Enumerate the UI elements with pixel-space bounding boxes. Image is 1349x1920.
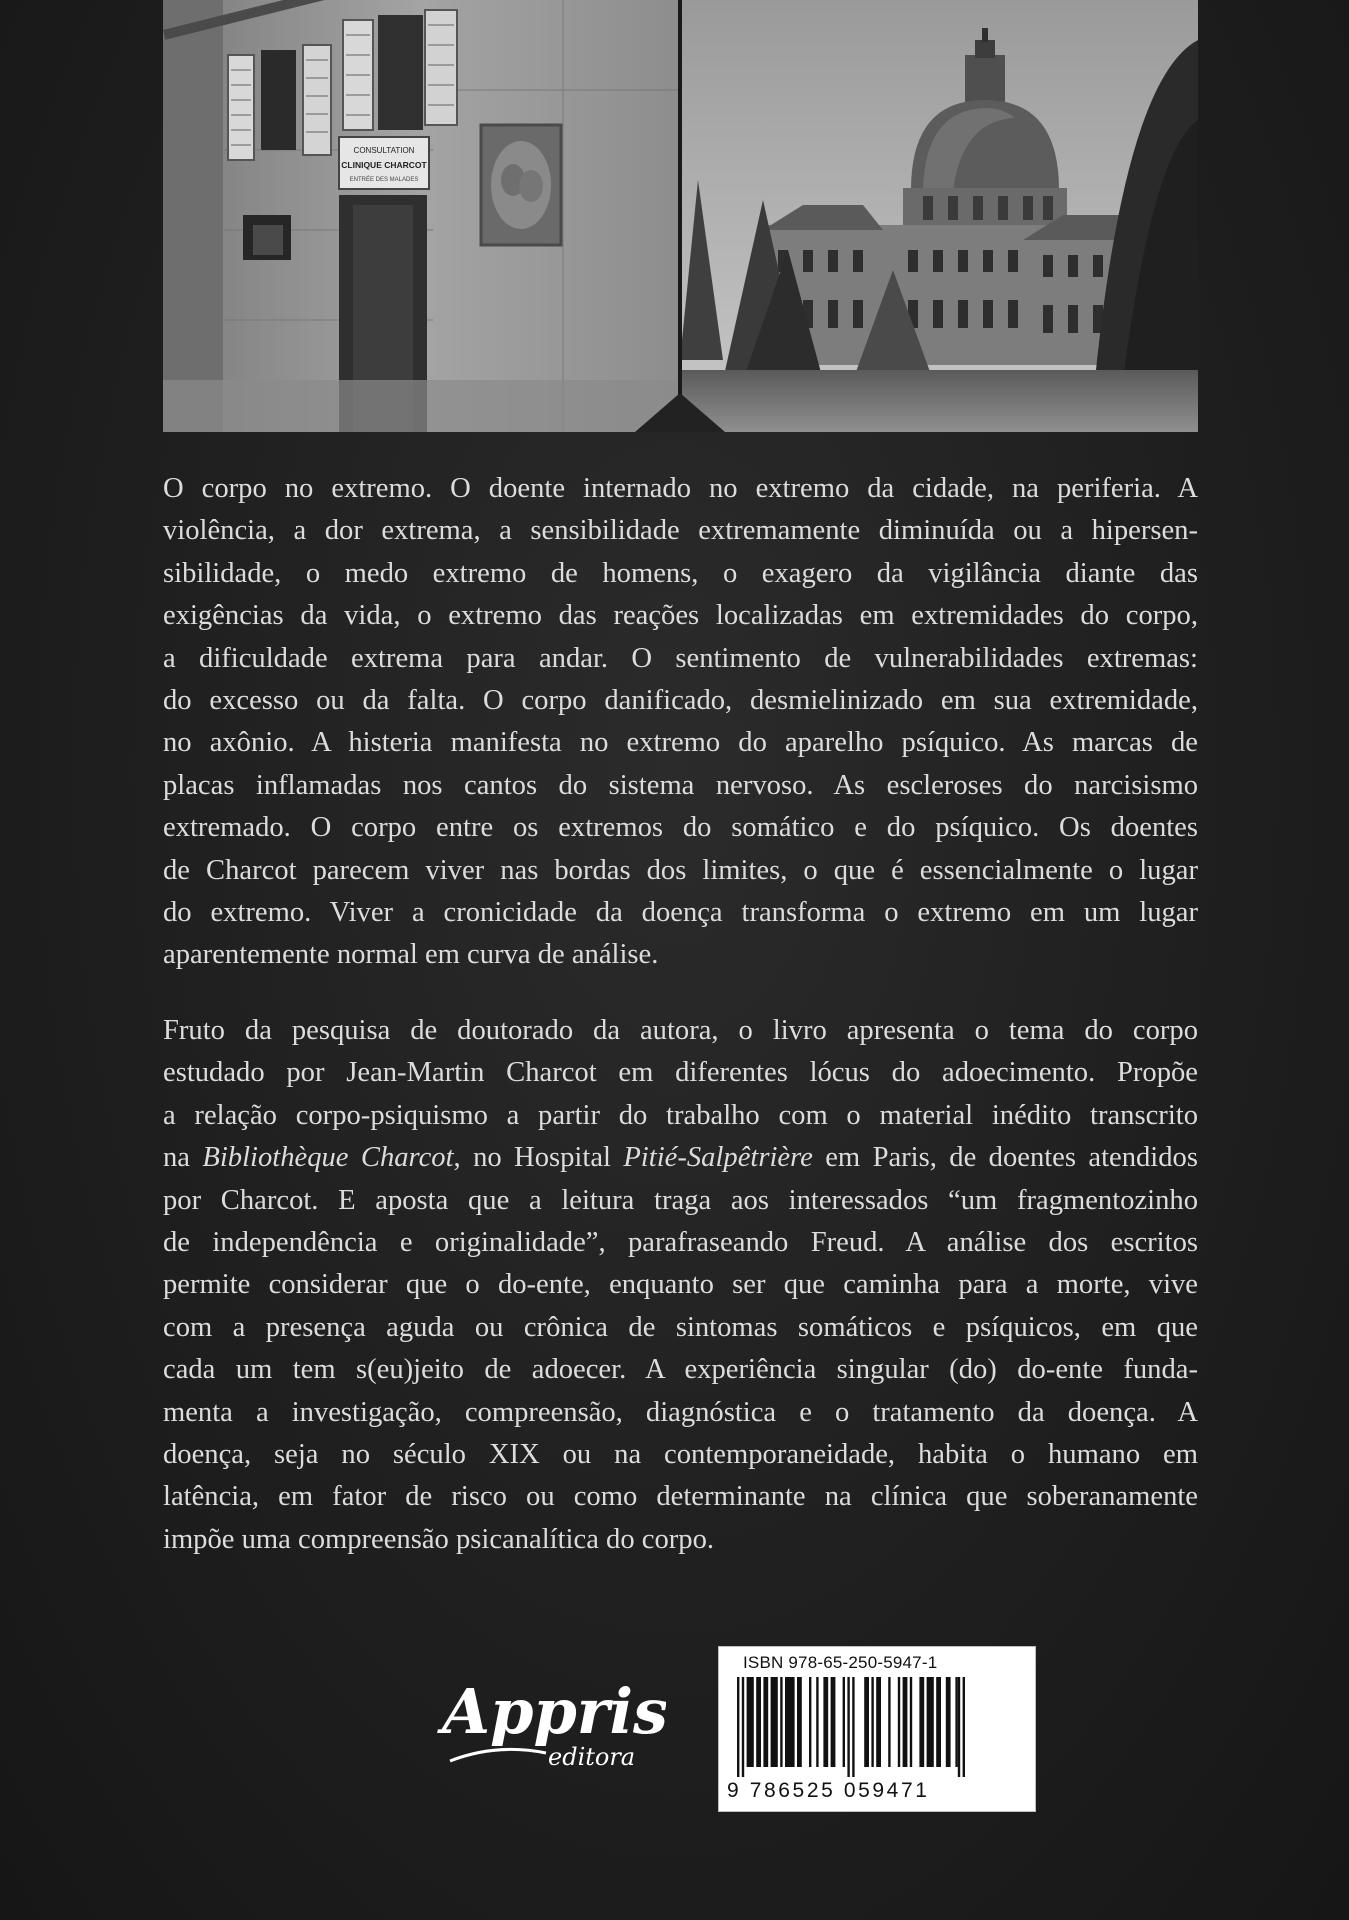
text-line: latência, em fator de risco ou como determinante na clínica que soberanamente bbox=[163, 1481, 1198, 1513]
barcode-bar bbox=[742, 1677, 744, 1777]
text-line: aparentemente normal em curva de análise. bbox=[163, 939, 659, 971]
text-line: de independência e originalidade”, parafraseando Freud. A análise dos escritos bbox=[163, 1227, 1198, 1259]
italic-title-bibliotheque: Bibliothèque Charcot bbox=[202, 1142, 454, 1174]
text-line-with-italics bbox=[163, 1137, 1198, 1179]
barcode-bar bbox=[809, 1677, 811, 1767]
barcode-bar bbox=[756, 1677, 761, 1767]
barcode-bar bbox=[852, 1677, 854, 1777]
barcode-bar bbox=[771, 1677, 778, 1767]
left-photo-clinic-entrance bbox=[163, 0, 680, 432]
svg-text:ENTRÉE DES MALADES: ENTRÉE DES MALADES bbox=[349, 177, 419, 183]
right-photo-salpetriere bbox=[680, 0, 1198, 432]
barcode-bar bbox=[910, 1677, 912, 1767]
barcode-digits: 9 786525 059471 bbox=[727, 1779, 930, 1802]
barcode-bar bbox=[737, 1677, 739, 1777]
barcode-bar bbox=[946, 1677, 951, 1767]
publisher-logo bbox=[436, 1665, 666, 1785]
text-line: extremado. O corpo entre os extremos do somático e do psíquico. Os doentes bbox=[163, 812, 1198, 844]
text-run: em Paris, de doentes atendidos bbox=[812, 1142, 1198, 1174]
relief-medallion bbox=[481, 125, 561, 245]
text-line: estudado por Jean-Martin Charcot em diferentes lócus do adoecimento. Propõe bbox=[163, 1057, 1198, 1089]
isbn-label: ISBN 978-65-250-5947-1 bbox=[743, 1653, 938, 1672]
barcode-bar bbox=[843, 1677, 845, 1767]
text-line: no axônio. A histeria manifesta no extremo do aparelho psíquico. As marcas de bbox=[163, 727, 1198, 759]
barcode-bar bbox=[816, 1677, 818, 1767]
text-line: cada um tem s(eu)jeito de adoecer. A experiência singular (do) do-ente funda- bbox=[163, 1354, 1198, 1386]
text-line: Fruto da pesquisa de doutorado da autora, o livro apresenta o tema do corpo bbox=[163, 1015, 1198, 1046]
barcode-bar bbox=[963, 1677, 965, 1777]
svg-text:CLINIQUE CHARCOT: CLINIQUE CHARCOT bbox=[341, 160, 427, 170]
text-line: do extremo. Viver a cronicidade da doença transforma o extremo em um lugar bbox=[163, 897, 1198, 929]
text-line: doença, seja no século XIX ou na contemporaneidade, habita o humano em bbox=[163, 1439, 1198, 1471]
barcode-bar bbox=[847, 1677, 849, 1777]
barcode-bar bbox=[919, 1677, 924, 1767]
clinic-sign bbox=[339, 137, 429, 189]
text-line: a relação corpo-psiquismo a partir do trabalho com o material inédito transcrito bbox=[163, 1099, 1198, 1131]
text-run: , no Hospital bbox=[453, 1142, 624, 1174]
barcode-bar bbox=[903, 1677, 908, 1767]
barcode-bar bbox=[780, 1677, 782, 1767]
text-line: do excesso ou da falta. O corpo danificado, desmielinizado em sua extremidade, bbox=[163, 685, 1198, 717]
back-cover-paragraph-1 bbox=[163, 468, 1198, 977]
barcode-bar bbox=[747, 1677, 754, 1767]
italic-title-hospital: Pitié-Salpêtrière bbox=[623, 1142, 813, 1174]
text-line: com a presença aguda ou crônica de sintomas somáticos e psíquicos, em que bbox=[163, 1311, 1198, 1343]
text-line: O corpo no extremo. O doente internado no extremo da cidade, na periferia. A bbox=[163, 473, 1198, 504]
appris-logo-icon bbox=[436, 1665, 666, 1785]
barcode-bar bbox=[785, 1677, 795, 1767]
barcode-bar bbox=[797, 1677, 802, 1767]
barcode-bar bbox=[864, 1677, 869, 1767]
barcode-bar bbox=[955, 1677, 957, 1767]
back-cover-paragraph-2 bbox=[163, 1010, 1198, 1561]
barcode-bar bbox=[871, 1677, 873, 1767]
isbn-barcode bbox=[718, 1646, 1036, 1812]
text-line: de Charcot parecem viver nas bordas dos limites, o que é essencialmente o lugar bbox=[163, 854, 1198, 886]
barcode-bar bbox=[763, 1677, 768, 1767]
barcode-bar bbox=[831, 1677, 836, 1767]
barcode-bar bbox=[888, 1677, 890, 1767]
text-line: menta a investigação, compreensão, diagnóstica e o tratamento da doença. A bbox=[163, 1396, 1198, 1428]
svg-text:CONSULTATION: CONSULTATION bbox=[353, 146, 415, 155]
text-line: placas inflamadas nos cantos do sistema nervoso. As escleroses do narcisismo bbox=[163, 769, 1198, 801]
barcode-bar bbox=[958, 1677, 960, 1777]
barcode-bar bbox=[927, 1677, 934, 1767]
svg-text:editora: editora bbox=[548, 1743, 636, 1771]
barcode-bar bbox=[898, 1677, 900, 1767]
barcode-bars bbox=[733, 1677, 1023, 1777]
text-line: exigências da vida, o extremo das reações localizadas em extremidades do corpo, bbox=[163, 600, 1198, 632]
text-line: a dificuldade extrema para andar. O sentimento de vulnerabilidades extremas: bbox=[163, 642, 1198, 674]
text-line: por Charcot. E aposta que a leitura traga aos interessados “um fragmentozinho bbox=[163, 1184, 1198, 1216]
text-line: permite considerar que o do-ente, enquanto ser que caminha para a morte, vive bbox=[163, 1269, 1198, 1301]
text-run: na bbox=[163, 1142, 203, 1174]
text-line: sibilidade, o medo extremo de homens, o exagero da vigilância diante das bbox=[163, 557, 1198, 589]
barcode-bar bbox=[876, 1677, 881, 1767]
photo-collage bbox=[163, 0, 1198, 432]
text-line: impõe uma compreensão psicanalítica do corpo. bbox=[163, 1523, 715, 1555]
barcode-bar bbox=[936, 1677, 941, 1767]
text-line: violência, a dor extrema, a sensibilidade extremamente diminuída ou a hipersen- bbox=[163, 515, 1198, 547]
barcode-bar bbox=[823, 1677, 828, 1767]
cover-photographs bbox=[163, 0, 1198, 432]
svg-text:Appris: Appris bbox=[442, 1675, 666, 1748]
